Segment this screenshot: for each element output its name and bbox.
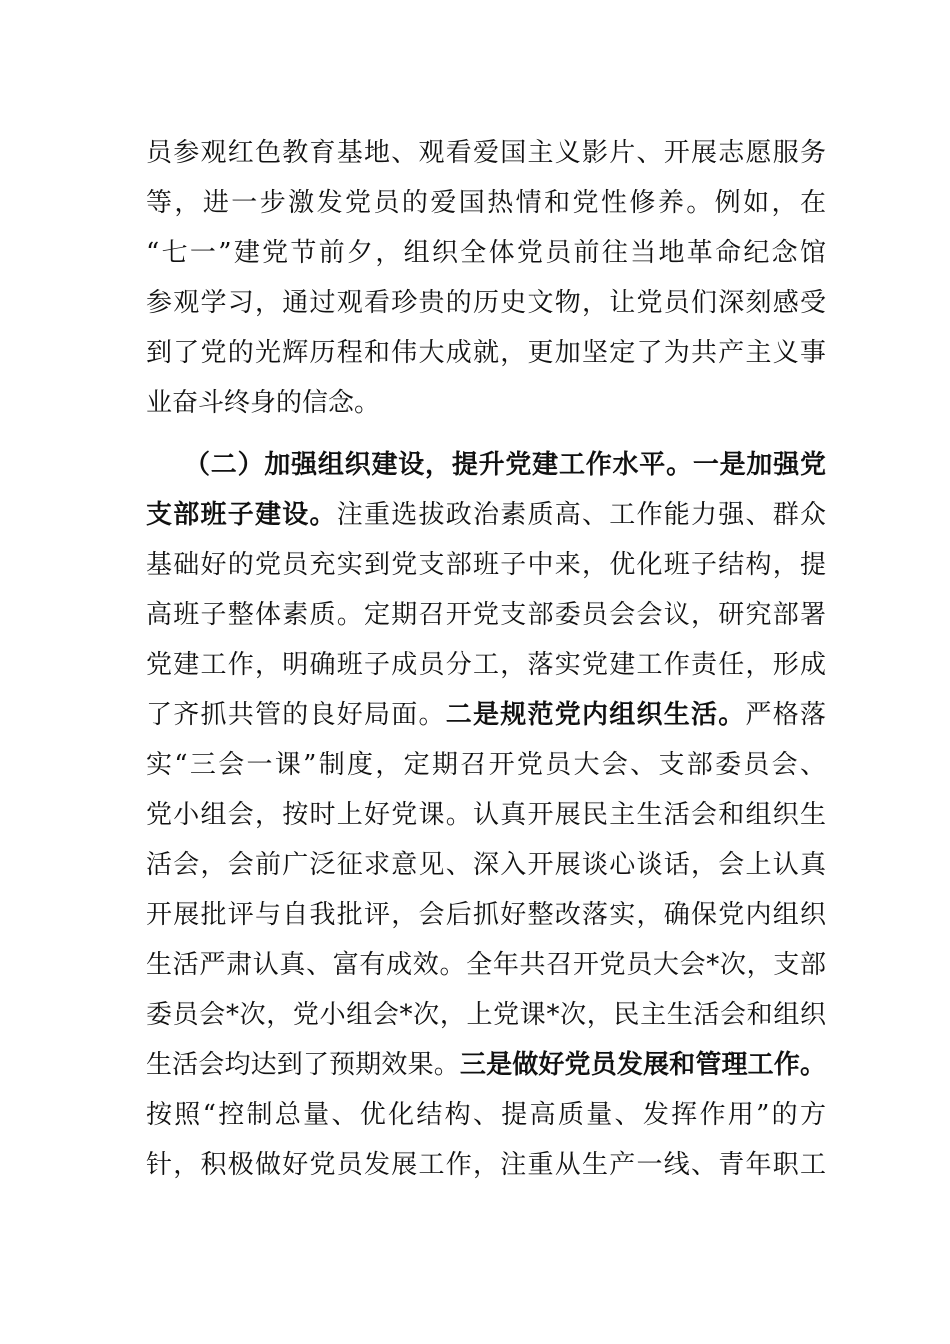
paragraph-2-line-11: 生活严肃认真、富有成效。全年共召开党员大会*次，支部 bbox=[146, 950, 826, 980]
paragraph-2-line-13-pre: 生活会均达到了预期效果。 bbox=[146, 1050, 460, 1080]
paragraph-2-line-5: 党建工作，明确班子成员分工，落实党建工作责任，形成 bbox=[146, 650, 826, 680]
paragraph-2-line-9: 活会，会前广泛征求意见、深入开展谈心谈话，会上认真 bbox=[146, 850, 826, 880]
subheading-three: 三是做好党员发展和管理工作。 bbox=[459, 1050, 826, 1080]
paragraph-2-line-2 bbox=[146, 490, 826, 540]
paragraph-2-line-3: 基础好的党员充实到党支部班子中来，优化班子结构，提 bbox=[146, 550, 826, 580]
paragraph-1-line-1: 员参观红色教育基地、观看爱国主义影片、开展志愿服务 bbox=[146, 138, 826, 168]
paragraph-2-line-4: 高班子整体素质。定期召开党支部委员会会议，研究部署 bbox=[146, 600, 826, 630]
paragraph-2-line-14: 按照“控制总量、优化结构、提高质量、发挥作用”的方 bbox=[146, 1100, 826, 1130]
paragraph-2-line-12: 委员会*次，党小组会*次，上党课*次，民主生活会和组织 bbox=[146, 1000, 826, 1030]
paragraph-gap bbox=[146, 428, 826, 440]
paragraph-2-line-8: 党小组会，按时上好党课。认真开展民主生活会和组织生 bbox=[146, 800, 826, 830]
paragraph-2-line-6 bbox=[146, 690, 826, 740]
paragraph-1-line-4: 参观学习，通过观看珍贵的历史文物，让党员们深刻感受 bbox=[146, 288, 826, 318]
paragraph-1-line-6: 业奋斗终身的信念。 bbox=[146, 388, 381, 418]
paragraph-1-line-3: “七一”建党节前夕，组织全体党员前往当地革命纪念馆 bbox=[146, 238, 826, 268]
paragraph-2-line-10: 开展批评与自我批评，会后抓好整改落实，确保党内组织 bbox=[146, 900, 826, 930]
paragraph-2-heading-line: （二）加强组织建设，提升党建工作水平。一是加强党 bbox=[184, 450, 826, 480]
paragraph-2-line-7: 实“三会一课”制度，定期召开党员大会、支部委员会、 bbox=[146, 750, 826, 780]
subheading-two: 二是规范党内组织生活。 bbox=[445, 700, 746, 730]
paragraph-1-line-2: 等，进一步激发党员的爱国热情和党性修养。例如，在 bbox=[146, 188, 826, 218]
paragraph-2-line-6-pre: 了齐抓共管的良好局面。 bbox=[146, 700, 446, 730]
subheading-one: 支部班子建设。 bbox=[146, 500, 337, 530]
paragraph-1-line-5: 到了党的光辉历程和伟大成就，更加坚定了为共产主义事 bbox=[146, 338, 826, 368]
document-body bbox=[146, 128, 826, 1190]
paragraph-2-line-6-post: 严格落 bbox=[745, 700, 826, 730]
paragraph-2-line-2-text: 注重选拔政治素质高、工作能力强、群众 bbox=[336, 500, 826, 530]
paragraph-2-line-15: 针，积极做好党员发展工作，注重从生产一线、青年职工 bbox=[146, 1150, 826, 1180]
paragraph-2-line-13 bbox=[146, 1040, 826, 1090]
